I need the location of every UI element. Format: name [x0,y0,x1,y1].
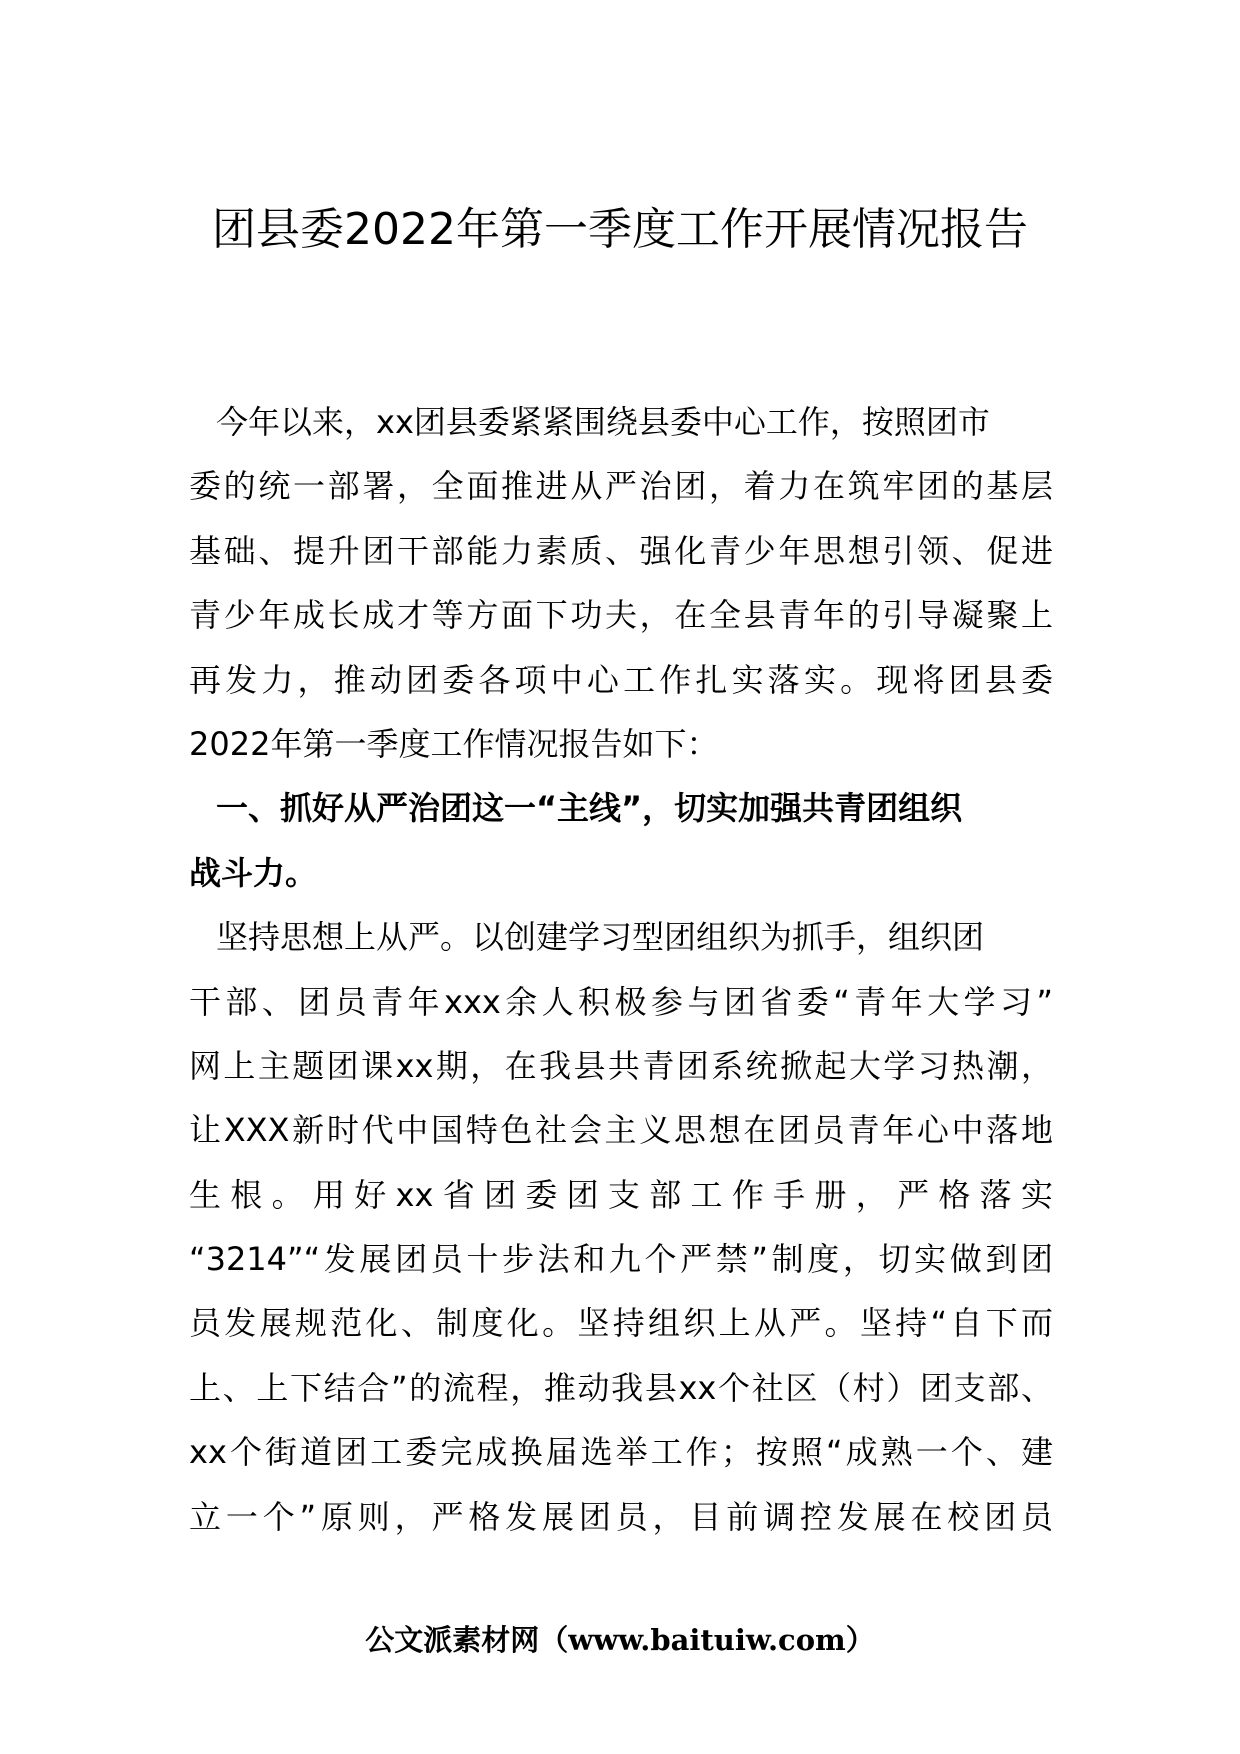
paragraph-line: 让XXX新时代中国特色社会主义思想在团员青年心中落地 [189,1111,1053,1150]
section-heading: 战斗力。 [189,853,318,892]
paragraph-line: 网上主题团课xx期，在我县共青团系统掀起大学习热潮， [189,1046,1053,1085]
paragraph-line: “3214”“发展团员十步法和九个严禁”制度，切实做到团 [189,1240,1053,1279]
paragraph-line: 干部、团员青年xxx余人积极参与团省委“青年大学习” [189,982,1053,1021]
paragraph-line: 基础、提升团干部能力素质、强化青少年思想引领、促进 [189,531,1053,570]
paragraph-line: 今年以来，xx团县委紧紧围绕县委中心工作，按照团市 [216,403,990,441]
paragraph-line: 青少年成长成才等方面下功夫，在全县青年的引导凝聚上 [189,596,1053,635]
paragraph-line: xx个街道团工委完成换届选举工作；按照“成熟一个、建 [189,1433,1053,1472]
footer-watermark: 公文派素材网（www.baituiw.com） [365,1623,875,1657]
paragraph-line: 委的统一部署，全面推进从严治团，着力在筑牢团的基层 [189,467,1053,506]
document-title: 团县委2022年第一季度工作开展情况报告 [212,204,1028,255]
section-heading: 一、抓好从严治团这一“主线”，切实加强共青团组织 [216,789,963,828]
paragraph-line: 坚持思想上从严。以创建学习型团组织为抓手，组织团 [216,918,985,957]
paragraph-line: 生根。用好xx省团委团支部工作手册，严格落实 [189,1175,1053,1214]
paragraph-line: 上、上下结合”的流程，推动我县xx个社区（村）团支部、 [189,1368,1053,1407]
paragraph-line: 再发力，推动团委各项中心工作扎实落实。现将团县委 [189,660,1053,699]
paragraph-line: 员发展规范化、制度化。坚持组织上从严。坚持“自下而 [189,1304,1053,1343]
paragraph-line: 立一个”原则，严格发展团员，目前调控发展在校团员 [189,1497,1053,1536]
document-body [189,390,1053,1549]
paragraph-line: 2022年第一季度工作情况报告如下： [189,724,719,763]
